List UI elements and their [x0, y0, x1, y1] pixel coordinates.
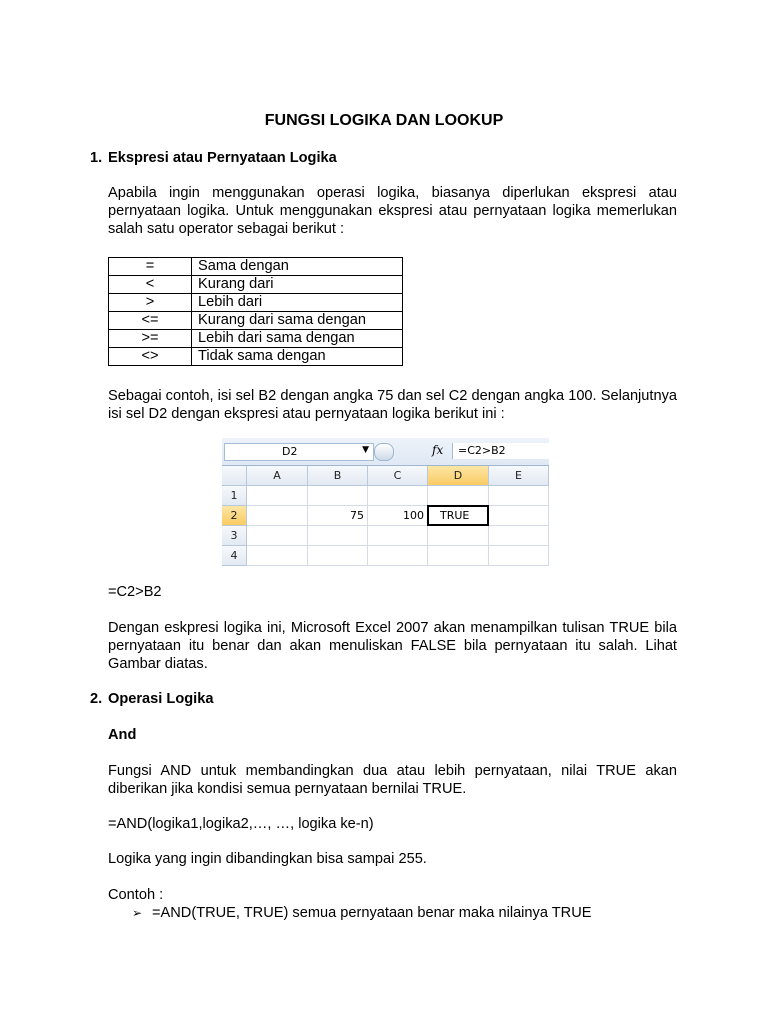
- column-header-d[interactable]: D: [428, 466, 489, 486]
- section-1-heading: [90, 150, 337, 166]
- formula-bar-toggle-icon[interactable]: [374, 443, 394, 461]
- name-box[interactable]: [224, 443, 374, 461]
- grid-cell[interactable]: [489, 506, 549, 526]
- table-row: [109, 258, 403, 276]
- section-title: Operasi Logika: [108, 691, 214, 707]
- grid-cell[interactable]: [247, 486, 308, 506]
- excel-screenshot: [222, 438, 549, 566]
- operator-symbol: <=: [109, 312, 192, 330]
- explanation-paragraph: Dengan eskpresi logika ini, Microsoft Excel 2007 akan menampilkan tulisan TRUE bila pernyataan itu benar dan akan menuliskan FALSE bila pernyataan itu salah. Lihat Gambar diatas.: [108, 620, 677, 673]
- select-all-corner[interactable]: [222, 466, 247, 486]
- grid-cell[interactable]: [428, 526, 489, 546]
- column-header-b[interactable]: B: [308, 466, 368, 486]
- table-row: [109, 276, 403, 294]
- grid-cell[interactable]: [247, 506, 308, 526]
- arrow-bullet-icon: ➢: [132, 906, 143, 920]
- limit-text: Logika yang ingin dibandingkan bisa sampai 255.: [108, 851, 427, 867]
- table-row: [109, 330, 403, 348]
- name-box-value: D2: [282, 445, 298, 458]
- section-title: Ekspresi atau Pernyataan Logika: [108, 150, 337, 166]
- operator-symbol: =: [109, 258, 192, 276]
- operator-meaning: Lebih dari sama dengan: [192, 330, 403, 348]
- grid-cell[interactable]: [247, 526, 308, 546]
- table-row: [109, 294, 403, 312]
- formula-value: =C2>B2: [458, 444, 506, 457]
- grid-cell[interactable]: [428, 546, 489, 566]
- row-header-1[interactable]: 1: [222, 486, 247, 506]
- table-row: [109, 312, 403, 330]
- table-row: [109, 348, 403, 366]
- operator-symbol: >: [109, 294, 192, 312]
- grid-cell[interactable]: [428, 486, 489, 506]
- operator-table: [108, 257, 403, 366]
- operator-meaning: Lebih dari: [192, 294, 403, 312]
- grid-cell[interactable]: [368, 546, 428, 566]
- section-number: 2.: [90, 691, 103, 707]
- operator-symbol: >=: [109, 330, 192, 348]
- cell-b2[interactable]: 75: [308, 506, 368, 526]
- operator-symbol: <: [109, 276, 192, 294]
- operator-meaning: Sama dengan: [192, 258, 403, 276]
- cell-d2-active[interactable]: TRUE: [427, 505, 489, 526]
- grid-cell[interactable]: [308, 546, 368, 566]
- dropdown-arrow-icon[interactable]: ▼: [362, 445, 369, 455]
- column-header-c[interactable]: C: [368, 466, 428, 486]
- grid-cell[interactable]: [308, 486, 368, 506]
- section-2-heading: [90, 691, 213, 707]
- and-subheading: And: [108, 727, 137, 743]
- row-header-3[interactable]: 3: [222, 526, 247, 546]
- operator-meaning: Kurang dari: [192, 276, 403, 294]
- formula-input[interactable]: [452, 443, 549, 459]
- grid-cell[interactable]: [489, 546, 549, 566]
- column-header-e[interactable]: E: [489, 466, 549, 486]
- grid-cell[interactable]: [489, 526, 549, 546]
- row-header-2[interactable]: 2: [222, 506, 247, 526]
- fx-icon[interactable]: fx: [432, 443, 444, 457]
- operator-meaning: Tidak sama dengan: [192, 348, 403, 366]
- operator-meaning: Kurang dari sama dengan: [192, 312, 403, 330]
- row-header-4[interactable]: 4: [222, 546, 247, 566]
- grid-cell[interactable]: [489, 486, 549, 506]
- intro-paragraph: Apabila ingin menggunakan operasi logika, biasanya diperlukan ekspresi atau pernyataan logika. Untuk menggunakan ekspresi atau pernyataan logika memerlukan salah satu operator sebagai berikut :: [108, 185, 677, 238]
- grid-cell[interactable]: [368, 526, 428, 546]
- example-paragraph: Sebagai contoh, isi sel B2 dengan angka 75 dan sel C2 dengan angka 100. Selanjutnya isi sel D2 dengan ekspresi atau pernyataan logika berikut ini :: [108, 388, 677, 423]
- document-title: FUNGSI LOGIKA DAN LOOKUP: [264, 112, 504, 129]
- column-header-a[interactable]: A: [247, 466, 308, 486]
- section-number: 1.: [90, 150, 103, 166]
- formula-text: =C2>B2: [108, 584, 162, 600]
- example-label: Contoh :: [108, 887, 164, 903]
- grid-cell[interactable]: [368, 486, 428, 506]
- grid-cell[interactable]: [308, 526, 368, 546]
- formula-bar: [222, 438, 549, 466]
- and-syntax: =AND(logika1,logika2,…, …, logika ke-n): [108, 816, 374, 832]
- and-description: Fungsi AND untuk membandingkan dua atau lebih pernyataan, nilai TRUE akan diberikan jika kondisi semua pernyataan bernilai TRUE.: [108, 763, 677, 798]
- grid-cell[interactable]: [247, 546, 308, 566]
- operator-symbol: <>: [109, 348, 192, 366]
- list-item-text: =AND(TRUE, TRUE) semua pernyataan benar maka nilainya TRUE: [152, 905, 592, 921]
- list-item: [132, 905, 591, 921]
- cell-c2[interactable]: 100: [368, 506, 428, 526]
